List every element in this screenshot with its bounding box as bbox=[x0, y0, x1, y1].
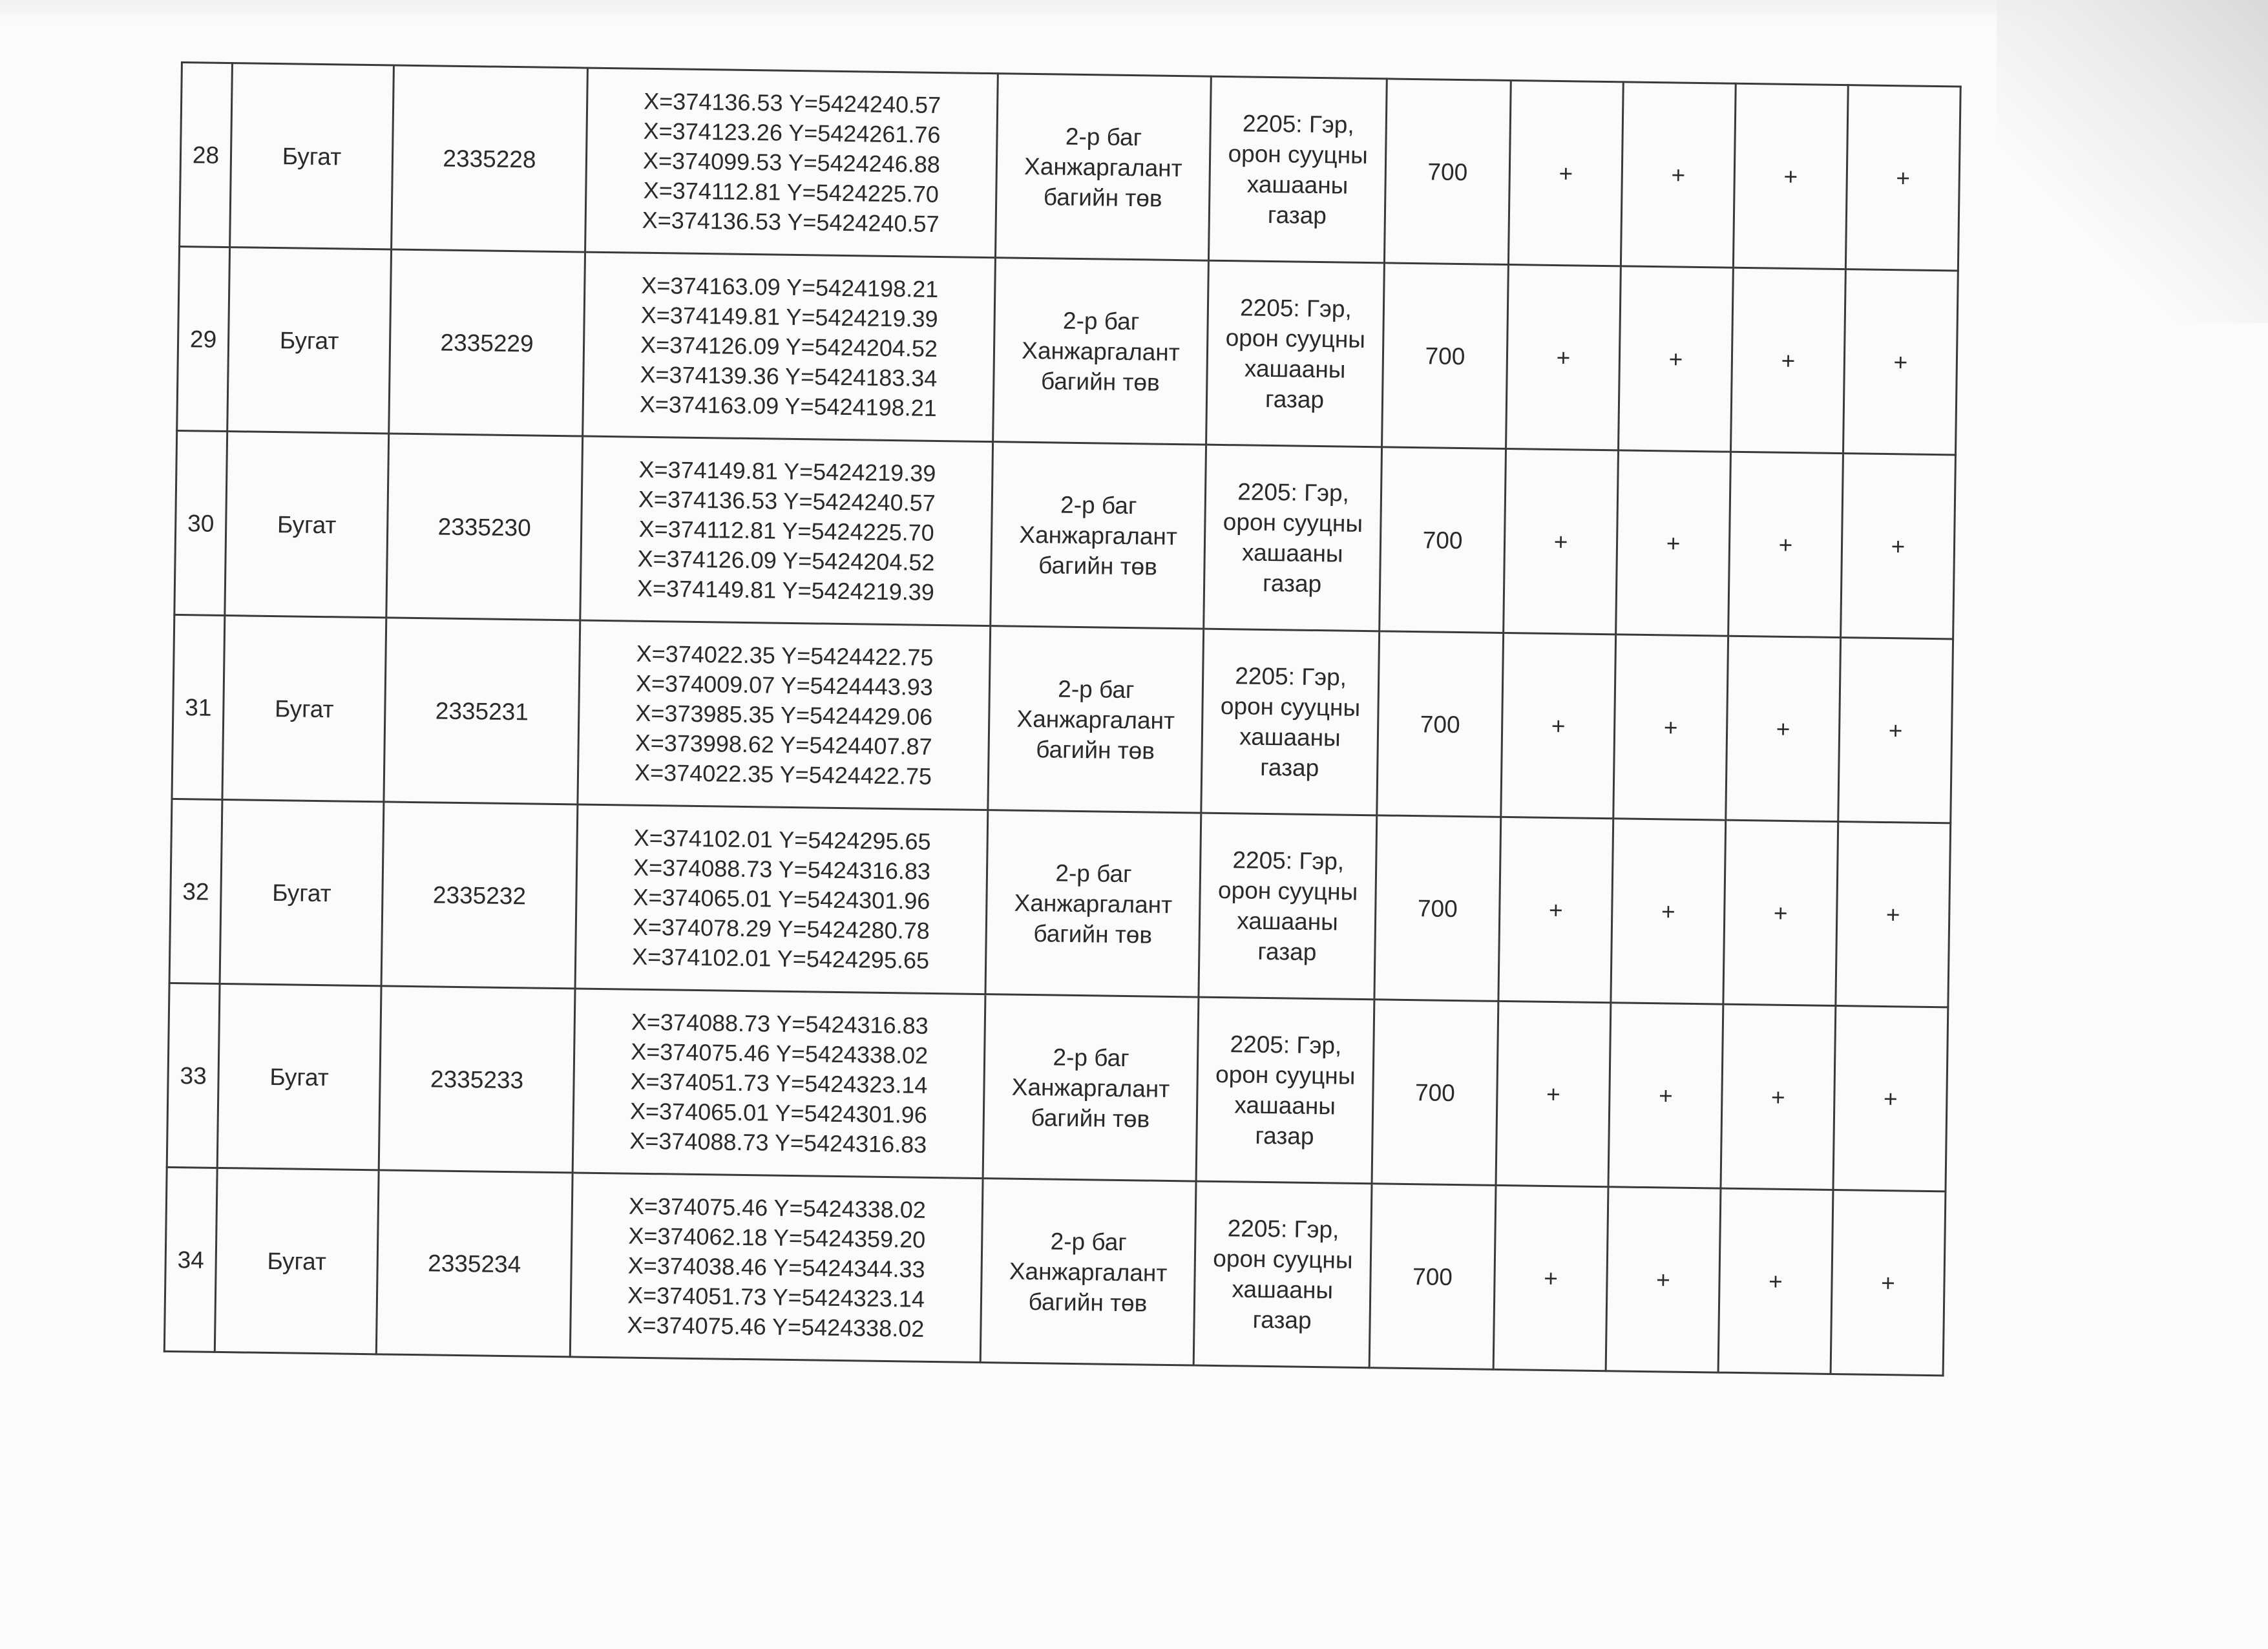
coordinate-line: X=374139.36 Y=5424183.34 bbox=[640, 361, 938, 392]
location-line: багийн төв bbox=[1031, 1104, 1150, 1133]
purpose-line: хашааны bbox=[1246, 171, 1349, 199]
locality-name-cell: Бугат bbox=[225, 432, 389, 618]
coordinates-cell bbox=[575, 804, 988, 994]
coordinate-line: X=374136.53 Y=5424240.57 bbox=[644, 87, 941, 119]
purpose-line: хашааны bbox=[1241, 539, 1343, 567]
location-cell bbox=[985, 810, 1201, 997]
check-mark-cell: + bbox=[1493, 1185, 1608, 1371]
purpose-line: орон сууцны bbox=[1228, 140, 1369, 169]
table-row bbox=[180, 63, 1961, 271]
scan-folded-corner bbox=[1997, 0, 2268, 323]
coordinate-line: X=374078.29 Y=5424280.78 bbox=[632, 913, 930, 944]
coordinate-line: X=374088.73 Y=5424316.83 bbox=[633, 854, 931, 885]
coordinate-line: X=373998.62 Y=5424407.87 bbox=[635, 729, 932, 760]
purpose-line: газар bbox=[1260, 753, 1319, 782]
area-cell: 700 bbox=[1377, 631, 1504, 817]
row-number-cell: 33 bbox=[167, 983, 220, 1168]
area-cell: 700 bbox=[1369, 1184, 1496, 1370]
location-line: багийн төв bbox=[1036, 735, 1155, 764]
location-cell bbox=[993, 258, 1209, 445]
purpose-line: газар bbox=[1255, 1122, 1314, 1150]
purpose-line: 2205: Гэр, bbox=[1237, 478, 1350, 507]
check-mark-cell: + bbox=[1733, 83, 1848, 269]
row-number-cell: 29 bbox=[177, 246, 230, 431]
check-mark-cell: + bbox=[1621, 82, 1736, 268]
check-mark-cell: + bbox=[1728, 452, 1843, 637]
coordinate-line: X=374149.81 Y=5424219.39 bbox=[640, 301, 938, 332]
table-row bbox=[167, 983, 1948, 1191]
row-number-cell: 34 bbox=[164, 1167, 217, 1352]
coordinate-line: X=374102.01 Y=5424295.65 bbox=[633, 824, 931, 855]
coordinate-line: X=374112.81 Y=5424225.70 bbox=[638, 515, 935, 546]
purpose-line: орон сууцны bbox=[1213, 1245, 1353, 1274]
locality-name-cell: Бугат bbox=[227, 247, 392, 434]
location-line: Ханжаргалант bbox=[1024, 152, 1182, 182]
location-line: багийн төв bbox=[1040, 367, 1160, 396]
coordinate-line: X=374075.46 Y=5424338.02 bbox=[627, 1311, 925, 1342]
check-mark-cell: + bbox=[1843, 269, 1958, 455]
parcel-code-cell: 2335234 bbox=[376, 1170, 572, 1357]
location-cell bbox=[995, 74, 1211, 260]
parcel-code-cell: 2335233 bbox=[379, 986, 575, 1173]
parcel-code-cell: 2335228 bbox=[392, 65, 588, 252]
check-mark-cell: + bbox=[1833, 1005, 1948, 1191]
table-row bbox=[172, 614, 1953, 823]
check-mark-cell: + bbox=[1501, 633, 1616, 818]
area-cell: 700 bbox=[1382, 263, 1509, 449]
purpose-line: хашааны bbox=[1244, 355, 1346, 383]
coordinate-line: X=374051.73 Y=5424323.14 bbox=[627, 1281, 925, 1312]
coordinate-line: X=374136.53 Y=5424240.57 bbox=[638, 485, 936, 516]
check-mark-cell: + bbox=[1616, 450, 1731, 636]
coordinate-line: X=374075.46 Y=5424338.02 bbox=[631, 1038, 929, 1069]
location-line: 2-р баг bbox=[1065, 123, 1142, 151]
purpose-line: газар bbox=[1265, 385, 1325, 414]
purpose-line: орон сууцны bbox=[1223, 509, 1363, 537]
location-line: 2-р баг bbox=[1053, 1044, 1130, 1071]
scan-top-edge bbox=[0, 0, 2268, 22]
coordinate-line: X=374149.81 Y=5424219.39 bbox=[636, 574, 935, 605]
table-row bbox=[174, 430, 1956, 638]
location-line: багийн төв bbox=[1043, 183, 1162, 212]
location-line: Ханжаргалант bbox=[1014, 889, 1173, 918]
check-mark-cell: + bbox=[1838, 638, 1953, 823]
coordinate-line: X=374102.01 Y=5424295.65 bbox=[632, 943, 930, 974]
check-mark-cell: + bbox=[1726, 636, 1841, 821]
purpose-line: 2205: Гэр, bbox=[1232, 846, 1345, 875]
purpose-line: газар bbox=[1252, 1306, 1312, 1334]
table-row bbox=[177, 246, 1958, 454]
location-line: Ханжаргалант bbox=[1022, 337, 1180, 366]
locality-name-cell: Бугат bbox=[217, 983, 381, 1170]
coordinate-line: X=374112.81 Y=5424225.70 bbox=[643, 176, 940, 207]
coordinate-line: X=374075.46 Y=5424338.02 bbox=[628, 1192, 927, 1223]
purpose-line: 2205: Гэр, bbox=[1239, 294, 1352, 322]
land-parcel-table-container bbox=[163, 61, 1962, 1376]
coordinates-cell bbox=[570, 1173, 983, 1363]
coordinate-line: X=374088.73 Y=5424316.83 bbox=[629, 1127, 927, 1158]
land-purpose-cell bbox=[1199, 813, 1377, 1000]
coordinates-cell bbox=[585, 68, 998, 258]
land-purpose-cell bbox=[1208, 76, 1387, 263]
parcel-code-cell: 2335230 bbox=[386, 434, 583, 620]
coordinates-cell bbox=[580, 436, 993, 626]
coordinate-line: X=374065.01 Y=5424301.96 bbox=[633, 883, 930, 914]
purpose-line: хашааны bbox=[1239, 723, 1341, 751]
check-mark-cell: + bbox=[1613, 635, 1728, 820]
locality-name-cell: Бугат bbox=[230, 63, 394, 249]
check-mark-cell: + bbox=[1730, 268, 1845, 453]
coordinate-line: X=374022.35 Y=5424422.75 bbox=[636, 640, 934, 671]
table-row bbox=[164, 1167, 1946, 1375]
purpose-line: 2205: Гэр, bbox=[1230, 1031, 1342, 1059]
coordinate-line: X=374009.07 Y=5424443.93 bbox=[635, 669, 934, 700]
land-purpose-cell bbox=[1204, 445, 1382, 631]
row-number-cell: 28 bbox=[180, 63, 233, 247]
purpose-line: орон сууцны bbox=[1217, 876, 1358, 905]
check-mark-cell: + bbox=[1723, 820, 1838, 1005]
check-mark-cell: + bbox=[1608, 1003, 1723, 1188]
check-mark-cell: + bbox=[1506, 264, 1621, 450]
land-purpose-cell bbox=[1196, 997, 1374, 1184]
coordinate-line: X=374099.53 Y=5424246.88 bbox=[642, 147, 941, 178]
purpose-line: хашааны bbox=[1232, 1276, 1334, 1304]
coordinates-cell bbox=[572, 989, 985, 1179]
area-cell: 700 bbox=[1384, 79, 1511, 265]
coordinate-line: X=374126.09 Y=5424204.52 bbox=[637, 545, 935, 576]
purpose-line: хашааны bbox=[1237, 907, 1339, 936]
location-line: Ханжаргалант bbox=[1016, 705, 1175, 734]
check-mark-cell: + bbox=[1619, 266, 1734, 452]
check-mark-cell: + bbox=[1841, 454, 1956, 639]
location-line: 2-р баг bbox=[1050, 1227, 1128, 1255]
purpose-line: 2205: Гэр, bbox=[1227, 1215, 1339, 1243]
check-mark-cell: + bbox=[1845, 85, 1960, 271]
check-mark-cell: + bbox=[1498, 817, 1613, 1002]
purpose-line: орон сууцны bbox=[1215, 1060, 1356, 1089]
land-purpose-cell bbox=[1193, 1181, 1372, 1368]
row-number-cell: 32 bbox=[169, 799, 222, 983]
location-line: Ханжаргалант bbox=[1011, 1073, 1170, 1102]
location-line: багийн төв bbox=[1033, 919, 1153, 949]
area-cell: 700 bbox=[1380, 447, 1506, 633]
table-body bbox=[164, 63, 1960, 1376]
check-mark-cell: + bbox=[1508, 81, 1623, 266]
purpose-line: газар bbox=[1262, 569, 1322, 598]
check-mark-cell: + bbox=[1504, 448, 1619, 634]
locality-name-cell: Бугат bbox=[222, 616, 386, 802]
coordinate-line: X=374123.26 Y=5424261.76 bbox=[643, 117, 941, 149]
parcel-code-cell: 2335232 bbox=[381, 802, 578, 989]
coordinate-line: X=374051.73 Y=5424323.14 bbox=[630, 1067, 928, 1098]
location-cell bbox=[988, 626, 1204, 813]
location-line: 2-р баг bbox=[1062, 307, 1140, 335]
location-line: Ханжаргалант bbox=[1009, 1257, 1168, 1287]
area-cell: 700 bbox=[1374, 815, 1501, 1002]
coordinate-line: X=373985.35 Y=5424429.06 bbox=[635, 699, 933, 730]
check-mark-cell: + bbox=[1836, 822, 1951, 1007]
parcel-code-cell: 2335231 bbox=[384, 618, 580, 804]
location-line: 2-р баг bbox=[1058, 675, 1135, 703]
coordinate-line: X=374149.81 Y=5424219.39 bbox=[638, 456, 936, 487]
location-cell bbox=[980, 1179, 1196, 1365]
coordinate-line: X=374136.53 Y=5424240.57 bbox=[642, 206, 940, 237]
coordinate-line: X=374163.09 Y=5424198.21 bbox=[641, 271, 939, 302]
check-mark-cell: + bbox=[1496, 1001, 1611, 1186]
location-line: Ханжаргалант bbox=[1019, 521, 1178, 550]
locality-name-cell: Бугат bbox=[215, 1168, 379, 1354]
coordinate-line: X=374126.09 Y=5424204.52 bbox=[640, 331, 938, 362]
coordinate-line: X=374163.09 Y=5424198.21 bbox=[639, 390, 937, 421]
purpose-line: хашааны bbox=[1234, 1091, 1336, 1120]
location-cell bbox=[983, 994, 1199, 1181]
check-mark-cell: + bbox=[1718, 1188, 1833, 1374]
table-row bbox=[169, 799, 1951, 1007]
area-cell: 700 bbox=[1372, 1000, 1498, 1186]
row-number-cell: 31 bbox=[172, 614, 225, 799]
location-line: 2-р баг bbox=[1060, 491, 1137, 519]
purpose-line: газар bbox=[1267, 201, 1327, 229]
row-number-cell: 30 bbox=[174, 430, 227, 615]
check-mark-cell: + bbox=[1606, 1187, 1721, 1372]
land-purpose-cell bbox=[1206, 260, 1385, 447]
purpose-line: газар bbox=[1257, 938, 1317, 966]
location-line: багийн төв bbox=[1038, 551, 1158, 580]
land-parcel-table bbox=[163, 61, 1962, 1376]
location-cell bbox=[991, 442, 1206, 629]
check-mark-cell: + bbox=[1611, 819, 1726, 1004]
check-mark-cell: + bbox=[1721, 1004, 1836, 1190]
coordinate-line: X=374022.35 Y=5424422.75 bbox=[634, 759, 932, 790]
coordinate-line: X=374088.73 Y=5424316.83 bbox=[631, 1008, 929, 1039]
coordinates-cell bbox=[578, 620, 991, 810]
parcel-code-cell: 2335229 bbox=[389, 249, 585, 436]
coordinate-line: X=374062.18 Y=5424359.20 bbox=[628, 1222, 926, 1253]
locality-name-cell: Бугат bbox=[220, 799, 384, 985]
purpose-line: 2205: Гэр, bbox=[1242, 110, 1354, 138]
purpose-line: орон сууцны bbox=[1220, 692, 1361, 721]
purpose-line: орон сууцны bbox=[1225, 324, 1366, 353]
check-mark-cell: + bbox=[1831, 1190, 1946, 1375]
coordinates-cell bbox=[583, 252, 996, 442]
location-line: багийн төв bbox=[1028, 1288, 1148, 1317]
coordinate-line: X=374065.01 Y=5424301.96 bbox=[629, 1097, 928, 1128]
land-purpose-cell bbox=[1201, 629, 1380, 815]
coordinate-line: X=374038.46 Y=5424344.33 bbox=[627, 1252, 925, 1283]
purpose-line: 2205: Гэр, bbox=[1235, 662, 1347, 691]
location-line: 2-р баг bbox=[1055, 859, 1132, 887]
